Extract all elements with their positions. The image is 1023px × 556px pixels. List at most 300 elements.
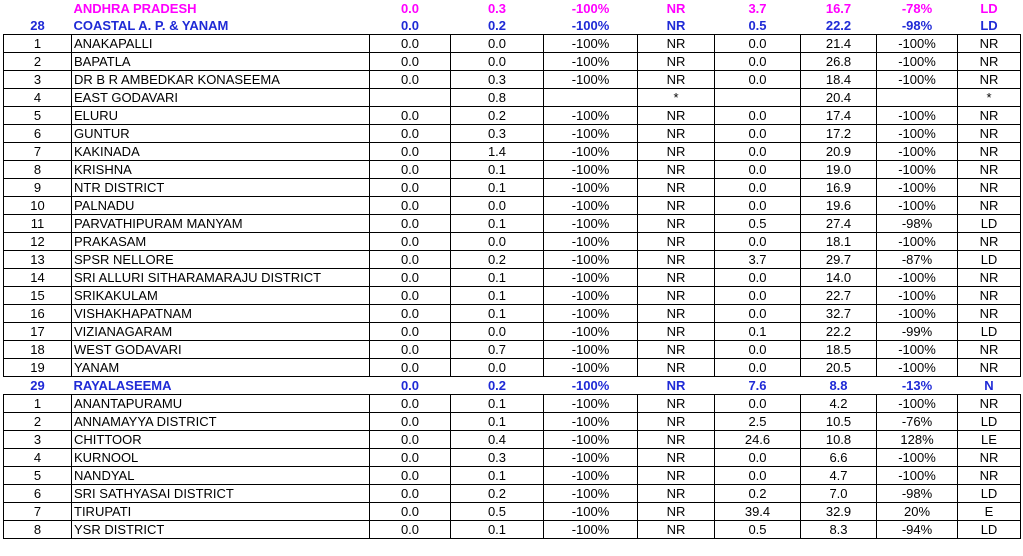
district-number: 12	[4, 233, 72, 251]
district-value-2: 0.1	[451, 467, 544, 485]
district-value-4: NR	[638, 449, 715, 467]
district-value-7: -100%	[877, 143, 958, 161]
district-value-6: 32.9	[801, 503, 877, 521]
district-value-2: 0.1	[451, 287, 544, 305]
table-row	[4, 395, 1021, 413]
district-number: 18	[4, 341, 72, 359]
district-value-2: 0.1	[451, 521, 544, 539]
district-number: 3	[4, 71, 72, 89]
district-name: KRISHNA	[72, 161, 370, 179]
district-value-6: 22.7	[801, 287, 877, 305]
district-name: DR B R AMBEDKAR KONASEEMA	[72, 71, 370, 89]
district-value-2: 0.0	[451, 233, 544, 251]
district-number: 19	[4, 359, 72, 377]
district-value-4: NR	[638, 71, 715, 89]
district-value-7: -100%	[877, 71, 958, 89]
subdivision-value-6: 22.2	[825, 18, 852, 33]
district-value-2: 0.2	[451, 107, 544, 125]
district-value-8: LE	[958, 431, 1021, 449]
district-name: SRI ALLURI SITHARAMARAJU DISTRICT	[72, 269, 370, 287]
district-value-3: -100%	[544, 521, 638, 539]
subdivision-value-1: 0.0	[400, 18, 420, 33]
table-row	[4, 485, 1021, 503]
district-value-1: 0.0	[370, 287, 451, 305]
district-value-3: -100%	[544, 233, 638, 251]
subdivision-value-3: -100%	[571, 18, 610, 33]
district-number: 4	[4, 449, 72, 467]
district-value-2: 0.1	[451, 395, 544, 413]
district-value-5: 39.4	[715, 503, 801, 521]
district-value-8: E	[958, 503, 1021, 521]
district-value-2: 1.4	[451, 143, 544, 161]
district-value-8: NR	[958, 53, 1021, 71]
district-value-5: 0.0	[715, 143, 801, 161]
subdivision-value-7: -98%	[901, 18, 933, 33]
subdivision-value-6: 8.8	[829, 378, 848, 393]
district-value-2: 0.1	[451, 305, 544, 323]
district-value-4: NR	[638, 233, 715, 251]
district-value-7: -76%	[877, 413, 958, 431]
district-number: 2	[4, 413, 72, 431]
table-row	[4, 143, 1021, 161]
district-value-8: NR	[958, 71, 1021, 89]
district-value-1: 0.0	[370, 341, 451, 359]
district-value-8: NR	[958, 305, 1021, 323]
district-value-7: 20%	[877, 503, 958, 521]
district-value-6: 17.4	[801, 107, 877, 125]
state-value-5: 3.7	[748, 1, 767, 16]
district-value-3: -100%	[544, 269, 638, 287]
district-value-2: 0.3	[451, 449, 544, 467]
district-value-5: 0.2	[715, 485, 801, 503]
subdivision-value-2: 0.2	[487, 378, 507, 393]
subdivision-value-7: -13%	[901, 378, 933, 393]
district-number: 3	[4, 431, 72, 449]
district-value-7: -100%	[877, 449, 958, 467]
district-value-8: NR	[958, 395, 1021, 413]
district-value-4: NR	[638, 161, 715, 179]
state-name: ANDHRA PRADESH	[73, 1, 197, 16]
district-value-5: 0.5	[715, 215, 801, 233]
district-value-6: 19.6	[801, 197, 877, 215]
district-value-3: -100%	[544, 467, 638, 485]
table-row	[4, 467, 1021, 485]
district-value-2: 0.0	[451, 359, 544, 377]
district-value-1: 0.0	[370, 413, 451, 431]
district-value-2: 0.1	[451, 413, 544, 431]
district-value-8: LD	[958, 521, 1021, 539]
district-value-6: 18.1	[801, 233, 877, 251]
table-row	[4, 449, 1021, 467]
table-row	[4, 521, 1021, 539]
district-number: 13	[4, 251, 72, 269]
district-number: 5	[4, 467, 72, 485]
district-value-4: NR	[638, 125, 715, 143]
district-value-7: -100%	[877, 179, 958, 197]
district-value-8: NR	[958, 107, 1021, 125]
subdivision-value-4: NR	[666, 378, 686, 393]
table-row	[4, 431, 1021, 449]
table-row	[4, 341, 1021, 359]
district-value-8: LD	[958, 251, 1021, 269]
district-value-6: 7.0	[801, 485, 877, 503]
district-value-5: 0.0	[715, 287, 801, 305]
district-value-5: 0.0	[715, 197, 801, 215]
district-value-5: 0.0	[715, 179, 801, 197]
district-value-3: -100%	[544, 287, 638, 305]
state-value-1: 0.0	[400, 1, 420, 16]
district-value-3: -100%	[544, 107, 638, 125]
district-value-1: 0.0	[370, 485, 451, 503]
district-value-1: 0.0	[370, 251, 451, 269]
district-number: 1	[4, 35, 72, 53]
district-value-6: 19.0	[801, 161, 877, 179]
district-value-1: 0.0	[370, 71, 451, 89]
district-value-2: 0.0	[451, 35, 544, 53]
district-value-3: -100%	[544, 431, 638, 449]
district-value-8: NR	[958, 269, 1021, 287]
district-value-4: NR	[638, 467, 715, 485]
district-value-6: 20.4	[801, 89, 877, 107]
subdivision-name: RAYALASEEMA	[73, 378, 172, 393]
district-value-5: 0.5	[715, 521, 801, 539]
district-name: WEST GODAVARI	[72, 341, 370, 359]
district-value-3: -100%	[544, 197, 638, 215]
district-value-8: LD	[958, 323, 1021, 341]
state-value-8: LD	[980, 1, 998, 16]
district-value-5: 0.0	[715, 359, 801, 377]
district-number: 5	[4, 107, 72, 125]
district-value-2: 0.2	[451, 251, 544, 269]
district-value-8: NR	[958, 161, 1021, 179]
district-value-1: 0.0	[370, 161, 451, 179]
district-number: 17	[4, 323, 72, 341]
district-value-7: -100%	[877, 161, 958, 179]
district-name: PRAKASAM	[72, 233, 370, 251]
district-value-4: NR	[638, 323, 715, 341]
subdivision-value-3: -100%	[571, 378, 610, 393]
district-value-6: 14.0	[801, 269, 877, 287]
district-value-3: -100%	[544, 485, 638, 503]
district-name: PALNADU	[72, 197, 370, 215]
table-row	[4, 107, 1021, 125]
district-value-6: 4.2	[801, 395, 877, 413]
state-value-4: NR	[666, 1, 686, 16]
district-value-2: 0.1	[451, 269, 544, 287]
district-value-2: 0.0	[451, 53, 544, 71]
district-value-1: 0.0	[370, 197, 451, 215]
district-value-6: 21.4	[801, 35, 877, 53]
district-value-6: 10.8	[801, 431, 877, 449]
district-value-1: 0.0	[370, 215, 451, 233]
district-value-7: -100%	[877, 233, 958, 251]
district-value-3: -100%	[544, 161, 638, 179]
district-value-5: 0.1	[715, 323, 801, 341]
district-value-6: 10.5	[801, 413, 877, 431]
district-value-7: -100%	[877, 269, 958, 287]
district-value-7: -98%	[877, 215, 958, 233]
district-value-7: -94%	[877, 521, 958, 539]
district-number: 4	[4, 89, 72, 107]
district-name: ANNAMAYYA DISTRICT	[72, 413, 370, 431]
district-value-1: 0.0	[370, 107, 451, 125]
district-name: SPSR NELLORE	[72, 251, 370, 269]
district-number: 7	[4, 143, 72, 161]
district-value-1: 0.0	[370, 323, 451, 341]
district-value-8: LD	[958, 215, 1021, 233]
district-value-1: 0.0	[370, 125, 451, 143]
district-value-3: -100%	[544, 341, 638, 359]
district-number: 10	[4, 197, 72, 215]
district-value-6: 4.7	[801, 467, 877, 485]
district-name: VIZIANAGARAM	[72, 323, 370, 341]
district-value-7: -100%	[877, 305, 958, 323]
district-number: 6	[4, 485, 72, 503]
district-value-1: 0.0	[370, 179, 451, 197]
district-name: SRIKAKULAM	[72, 287, 370, 305]
district-value-1: 0.0	[370, 395, 451, 413]
district-value-7: -100%	[877, 53, 958, 71]
district-value-6: 20.5	[801, 359, 877, 377]
district-value-2: 0.4	[451, 431, 544, 449]
district-value-1: 0.0	[370, 305, 451, 323]
district-value-2: 0.1	[451, 161, 544, 179]
district-name: ANAKAPALLI	[72, 35, 370, 53]
district-value-7: -100%	[877, 197, 958, 215]
district-name: ELURU	[72, 107, 370, 125]
district-value-6: 6.6	[801, 449, 877, 467]
district-value-4: NR	[638, 215, 715, 233]
district-value-3: -100%	[544, 71, 638, 89]
district-value-1	[370, 89, 451, 107]
district-value-8: NR	[958, 125, 1021, 143]
district-number: 14	[4, 269, 72, 287]
district-value-8: NR	[958, 287, 1021, 305]
district-value-3: -100%	[544, 449, 638, 467]
district-value-6: 29.7	[801, 251, 877, 269]
district-value-3: -100%	[544, 503, 638, 521]
district-value-3: -100%	[544, 359, 638, 377]
district-value-2: 0.1	[451, 179, 544, 197]
district-value-2: 0.5	[451, 503, 544, 521]
district-value-4: NR	[638, 35, 715, 53]
district-value-7: -100%	[877, 35, 958, 53]
district-value-6: 17.2	[801, 125, 877, 143]
rainfall-table	[3, 0, 1021, 539]
district-number: 16	[4, 305, 72, 323]
table-row	[4, 503, 1021, 521]
district-number: 9	[4, 179, 72, 197]
district-value-4: NR	[638, 107, 715, 125]
district-number: 8	[4, 161, 72, 179]
district-value-4: NR	[638, 179, 715, 197]
district-value-6: 20.9	[801, 143, 877, 161]
district-value-4: NR	[638, 413, 715, 431]
subdivision-header-row	[4, 377, 1021, 395]
district-value-5: 0.0	[715, 125, 801, 143]
table-row	[4, 197, 1021, 215]
district-value-5: 0.0	[715, 35, 801, 53]
district-name: KURNOOL	[72, 449, 370, 467]
district-value-4: NR	[638, 431, 715, 449]
district-value-4: NR	[638, 521, 715, 539]
district-value-5: 0.0	[715, 107, 801, 125]
district-value-8: NR	[958, 35, 1021, 53]
district-value-8: *	[958, 89, 1021, 107]
district-value-5: 0.0	[715, 269, 801, 287]
district-value-1: 0.0	[370, 467, 451, 485]
district-value-2: 0.3	[451, 125, 544, 143]
district-value-6: 16.9	[801, 179, 877, 197]
district-value-2: 0.8	[451, 89, 544, 107]
table-row	[4, 269, 1021, 287]
state-number	[4, 0, 72, 17]
district-value-3: -100%	[544, 395, 638, 413]
district-value-1: 0.0	[370, 269, 451, 287]
district-value-3: -100%	[544, 251, 638, 269]
district-value-5: 0.0	[715, 71, 801, 89]
district-value-6: 18.4	[801, 71, 877, 89]
district-value-4: NR	[638, 359, 715, 377]
district-value-5: 0.0	[715, 305, 801, 323]
subdivision-value-5: 0.5	[748, 18, 767, 33]
district-value-8: NR	[958, 359, 1021, 377]
district-value-5: 0.0	[715, 341, 801, 359]
district-name: GUNTUR	[72, 125, 370, 143]
district-value-5: 2.5	[715, 413, 801, 431]
district-value-6: 26.8	[801, 53, 877, 71]
subdivision-number: 28	[30, 18, 45, 33]
district-number: 7	[4, 503, 72, 521]
district-value-2: 0.2	[451, 485, 544, 503]
district-value-7: -100%	[877, 125, 958, 143]
district-number: 6	[4, 125, 72, 143]
district-value-4: NR	[638, 269, 715, 287]
district-name: NANDYAL	[72, 467, 370, 485]
state-row	[4, 0, 1021, 17]
district-value-6: 18.5	[801, 341, 877, 359]
district-value-4: NR	[638, 143, 715, 161]
district-value-1: 0.0	[370, 53, 451, 71]
district-value-8: LD	[958, 413, 1021, 431]
district-value-5: 0.0	[715, 449, 801, 467]
district-value-8: NR	[958, 143, 1021, 161]
district-number: 1	[4, 395, 72, 413]
district-value-3: -100%	[544, 125, 638, 143]
district-value-4: NR	[638, 485, 715, 503]
table-row	[4, 413, 1021, 431]
state-value-3: -100%	[571, 1, 610, 16]
table-row	[4, 233, 1021, 251]
district-value-5: 24.6	[715, 431, 801, 449]
subdivision-value-2: 0.2	[487, 18, 507, 33]
district-value-2: 0.7	[451, 341, 544, 359]
district-value-5: 3.7	[715, 251, 801, 269]
district-value-6: 27.4	[801, 215, 877, 233]
district-value-1: 0.0	[370, 503, 451, 521]
district-value-7: -98%	[877, 485, 958, 503]
table-row	[4, 125, 1021, 143]
table-row	[4, 305, 1021, 323]
table-row	[4, 35, 1021, 53]
district-name: KAKINADA	[72, 143, 370, 161]
district-value-8: NR	[958, 197, 1021, 215]
district-value-6: 32.7	[801, 305, 877, 323]
subdivision-value-8: LD	[980, 18, 998, 33]
district-value-6: 22.2	[801, 323, 877, 341]
district-value-3: -100%	[544, 35, 638, 53]
district-value-1: 0.0	[370, 431, 451, 449]
district-name: SRI SATHYASAI DISTRICT	[72, 485, 370, 503]
district-value-8: NR	[958, 467, 1021, 485]
district-value-8: NR	[958, 233, 1021, 251]
table-row	[4, 359, 1021, 377]
district-value-4: *	[638, 89, 715, 107]
district-value-2: 0.3	[451, 71, 544, 89]
district-value-8: NR	[958, 449, 1021, 467]
district-name: BAPATLA	[72, 53, 370, 71]
table-row	[4, 89, 1021, 107]
table-row	[4, 251, 1021, 269]
district-value-1: 0.0	[370, 35, 451, 53]
district-value-4: NR	[638, 305, 715, 323]
district-value-7: 128%	[877, 431, 958, 449]
district-name: ANANTAPURAMU	[72, 395, 370, 413]
district-name: NTR DISTRICT	[72, 179, 370, 197]
district-value-1: 0.0	[370, 449, 451, 467]
district-value-5: 0.0	[715, 161, 801, 179]
district-value-2: 0.0	[451, 323, 544, 341]
district-value-3	[544, 89, 638, 107]
table-row	[4, 287, 1021, 305]
district-value-4: NR	[638, 287, 715, 305]
district-name: EAST GODAVARI	[72, 89, 370, 107]
table-row	[4, 215, 1021, 233]
state-value-6: 16.7	[825, 1, 852, 16]
district-name: VISHAKHAPATNAM	[72, 305, 370, 323]
district-value-5: 0.0	[715, 233, 801, 251]
district-value-1: 0.0	[370, 143, 451, 161]
district-value-7: -100%	[877, 341, 958, 359]
district-value-3: -100%	[544, 215, 638, 233]
table-row	[4, 179, 1021, 197]
district-value-4: NR	[638, 197, 715, 215]
district-value-4: NR	[638, 251, 715, 269]
district-number: 15	[4, 287, 72, 305]
district-value-1: 0.0	[370, 233, 451, 251]
table-body	[4, 0, 1021, 539]
district-value-3: -100%	[544, 413, 638, 431]
table-row	[4, 323, 1021, 341]
district-value-5: 0.0	[715, 395, 801, 413]
state-value-2: 0.3	[487, 1, 507, 16]
subdivision-value-5: 7.6	[748, 378, 767, 393]
district-value-8: NR	[958, 341, 1021, 359]
district-value-2: 0.0	[451, 197, 544, 215]
district-value-3: -100%	[544, 53, 638, 71]
district-value-6: 8.3	[801, 521, 877, 539]
district-value-1: 0.0	[370, 359, 451, 377]
district-value-4: NR	[638, 395, 715, 413]
subdivision-header-row	[4, 17, 1021, 35]
district-value-7: -100%	[877, 467, 958, 485]
district-value-8: NR	[958, 179, 1021, 197]
district-number: 8	[4, 521, 72, 539]
district-name: PARVATHIPURAM MANYAM	[72, 215, 370, 233]
subdivision-value-1: 0.0	[400, 378, 420, 393]
district-value-8: LD	[958, 485, 1021, 503]
table-row	[4, 53, 1021, 71]
